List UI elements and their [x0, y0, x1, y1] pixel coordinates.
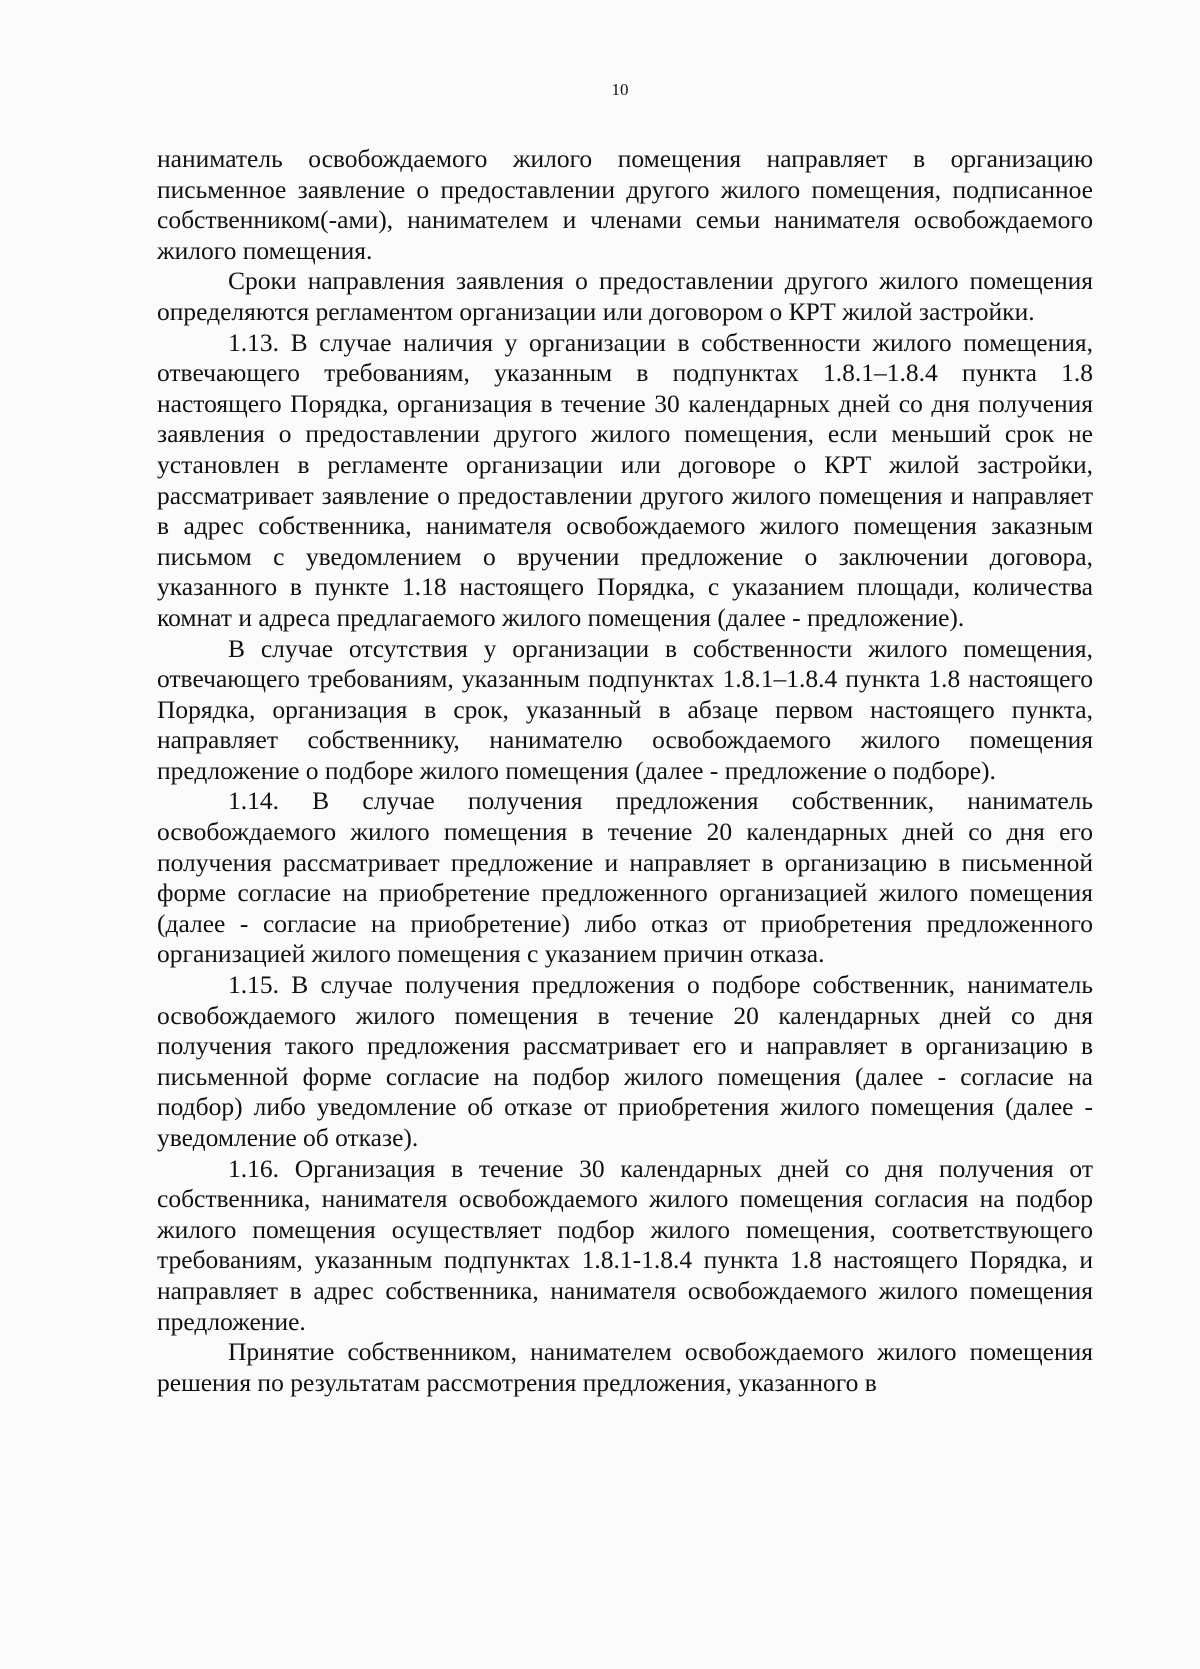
paragraph-item-1-14: 1.14. В случае получения предложения собственник, наниматель освобождаемого жилого помещения в течение 20 календарных дней со дня его получения рассматривает предложение и направляет в организацию в письменной форме согласие на приобретение предложенного организацией жилого помещения (далее - согласие на приобретение) либо отказ от приобретения предложенного организацией жилого помещения с указанием причин отказа. [157, 786, 1093, 969]
paragraph-continuation: наниматель освобождаемого жилого помещения направляет в организацию письменное заявление о предоставлении другого жилого помещения, подписанное собственником(-ами), нанимателем и членами семьи нанимателя освобождаемого жилого помещения. [157, 144, 1093, 265]
paragraph-item-1-13: 1.13. В случае наличия у организации в собственности жилого помещения, отвечающего требованиям, указанным в подпунктах 1.8.1–1.8.4 пункта 1.8 настоящего Порядка, организация в течение 30 календарных дней со дня получения заявления о предоставлении другого жилого помещения, если меньший срок не установлен в регламенте организации или договоре о КРТ жилой застройки, рассматривает заявление о предоставлении другого жилого помещения и направляет в адрес собственника, нанимателя освобождаемого жилого помещения заказным письмом с уведомлением о вручении предложение о заключении договора, указанного в пункте 1.18 настоящего Порядка, с указанием площади, количества комнат и адреса предлагаемого жилого помещения (далее - предложение). [157, 327, 1093, 632]
page-number: 10 [611, 80, 629, 99]
paragraph-deadlines: Сроки направления заявления о предоставлении другого жилого помещения определяются регламентом организации или договором о КРТ жилой застройки. [157, 266, 1093, 326]
paragraph-item-1-16: 1.16. Организация в течение 30 календарных дней со дня получения от собственника, нанимателя освобождаемого жилого помещения согласия на подбор жилого помещения осуществляет подбор жилого помещения, соответствующего требованиям, указанным подпунктах 1.8.1-1.8.4 пункта 1.8 настоящего Порядка, и направляет в адрес собственника, нанимателя освобождаемого жилого помещения предложение. [157, 1153, 1093, 1336]
paragraph-item-1-13-absence: В случае отсутствия у организации в собственности жилого помещения, отвечающего требованиям, указанным подпунктах 1.8.1–1.8.4 пункта 1.8 настоящего Порядка, организация в срок, указанный в абзаце первом настоящего пункта, направляет собственнику, нанимателю освобождаемого жилого помещения предложение о подборе жилого помещения (далее - предложение о подборе). [157, 633, 1093, 785]
paragraph-acceptance: Принятие собственником, нанимателем освобождаемого жилого помещения решения по результатам рассмотрения предложения, указанного в [157, 1337, 1093, 1397]
document-body [157, 144, 1093, 1398]
paragraph-item-1-15: 1.15. В случае получения предложения о подборе собственник, наниматель освобождаемого жилого помещения в течение 20 календарных дней со дня получения такого предложения рассматривает его и направляет в организацию в письменной форме согласие на подбор жилого помещения (далее - согласие на подбор) либо уведомление об отказе от приобретения жилого помещения (далее - уведомление об отказе). [157, 970, 1093, 1152]
